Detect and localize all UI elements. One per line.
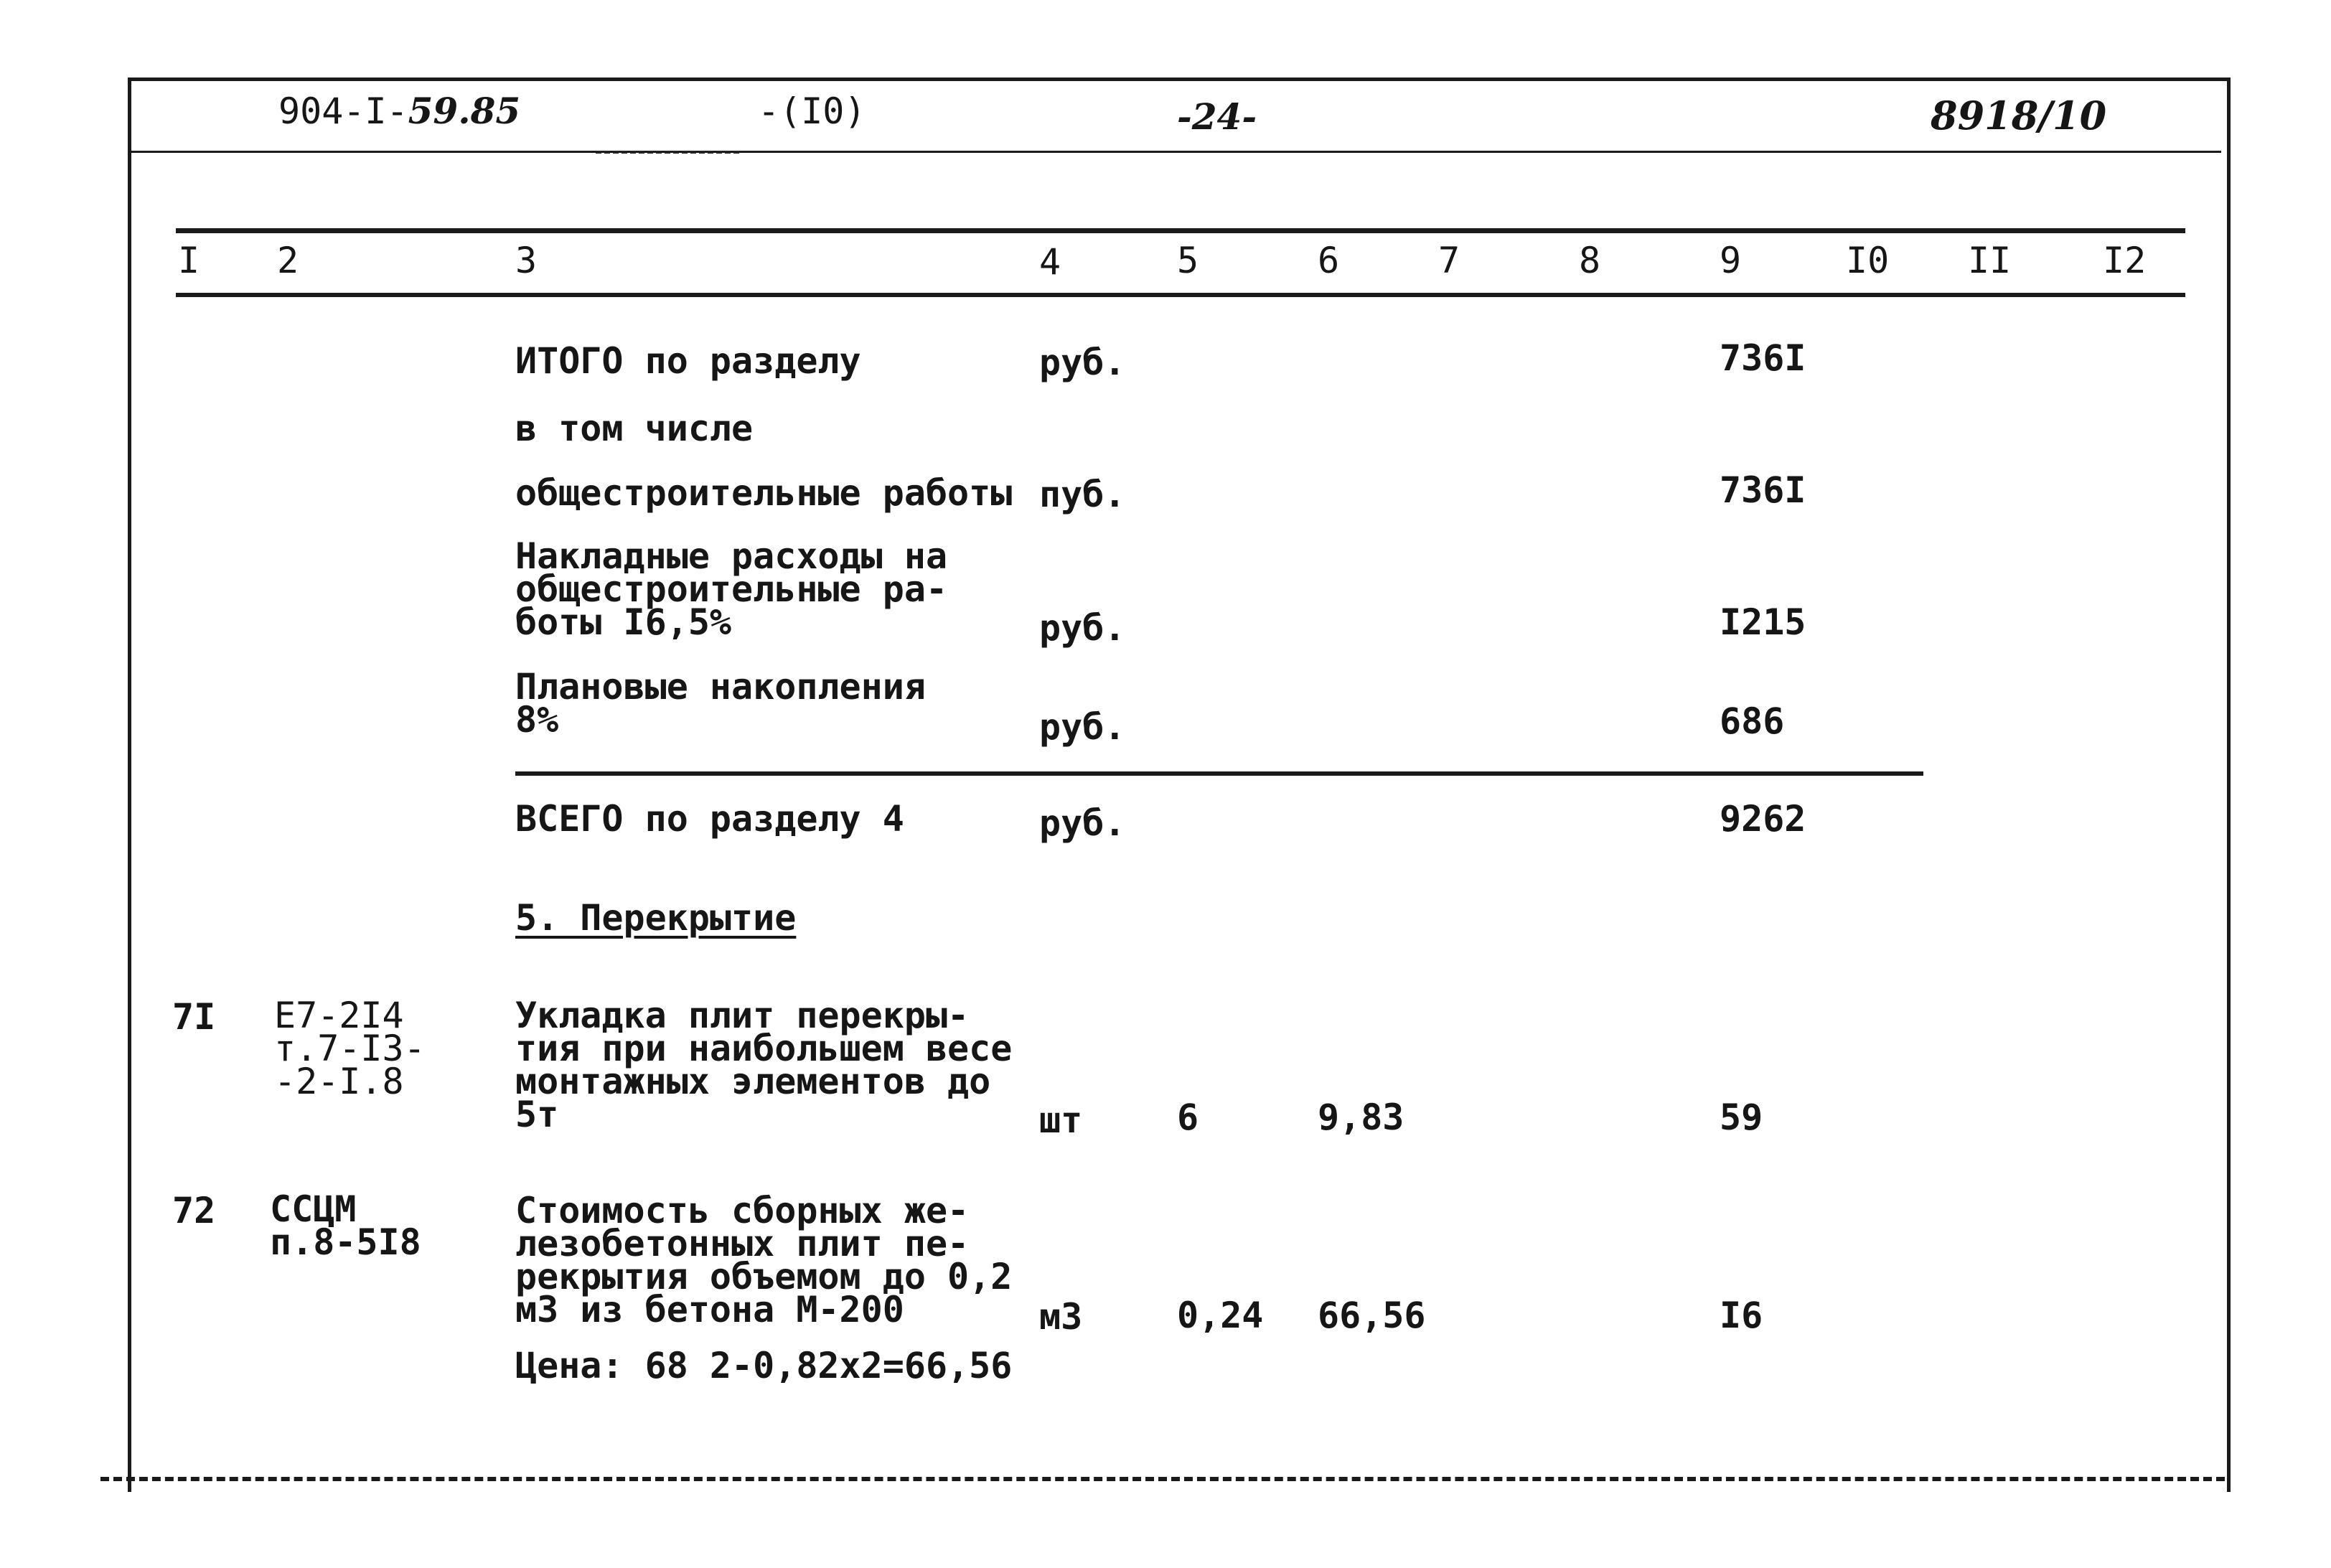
row-72-price-note: Цена: 68 2-0,82х2=66,56: [515, 1345, 1013, 1386]
overhead-unit: руб.: [1039, 607, 1126, 649]
overhead-value: I215: [1720, 601, 1806, 643]
row-72-description: Стоимость сборных же- лезобетонных плит пе- рекрытия объемом до 0,2 м3 из бетона М-200: [515, 1190, 1013, 1330]
total-unit: руб.: [1039, 342, 1126, 383]
general-works-value: 736I: [1720, 469, 1806, 511]
column-header-top-rule: [176, 228, 2185, 233]
col-2: 2: [277, 240, 299, 281]
col-5: 5: [1177, 240, 1199, 281]
page-number: -24-: [1177, 95, 1257, 138]
col-11: II: [1968, 240, 2012, 281]
header-dash: [596, 151, 739, 154]
doc-number-prefix: 904-I-: [278, 90, 408, 132]
row-71-description: Укладка плит перекры- тия при наибольшем весе монтажных элементов до 5т: [515, 995, 1013, 1135]
row-71-total: 59: [1720, 1097, 1763, 1138]
section-title: 5. Перекрытие: [515, 897, 797, 939]
column-header-bottom-rule: [176, 293, 2185, 297]
doc-number: [278, 92, 520, 131]
col-10: I0: [1846, 240, 1890, 281]
page-frame: [128, 78, 2231, 1492]
row-72-total: I6: [1720, 1295, 1763, 1336]
general-works-label: общестроительные работы: [515, 472, 1013, 514]
archive-stamp: 8918/10: [1931, 93, 2107, 139]
row-71-code: E7-2I4 т.7-I3- -2-I.8: [274, 995, 426, 1102]
planned-label: Плановые накопления 8%: [515, 666, 926, 741]
col-12: I2: [2103, 240, 2147, 281]
row-72-code: ССЦМ п.8-5I8: [270, 1188, 421, 1263]
section-code: -(I0): [758, 90, 866, 132]
row-72-unit: м3: [1039, 1296, 1083, 1338]
row-72-number: 72: [172, 1190, 216, 1231]
general-works-unit: пуб.: [1039, 474, 1126, 515]
row-71-price: 9,83: [1318, 1097, 1404, 1138]
summary-rule: [515, 771, 1923, 776]
overhead-label: Накладные расходы на общестроительные ра- боты I6,5%: [515, 535, 948, 643]
col-1: I: [178, 240, 200, 281]
planned-unit: руб.: [1039, 706, 1126, 748]
header-rule: [131, 151, 2221, 153]
col-9: 9: [1720, 240, 1742, 281]
grand-total-unit: руб.: [1039, 802, 1126, 844]
col-4: 4: [1039, 241, 1061, 283]
row-71-qty: 6: [1177, 1097, 1199, 1138]
total-label: ИТОГО по разделу: [515, 340, 861, 382]
grand-total-label: ВСЕГО по разделу 4: [515, 798, 904, 840]
col-8: 8: [1579, 240, 1601, 281]
row-71-number: 7I: [172, 996, 216, 1038]
row-72-price: 66,56: [1318, 1295, 1426, 1336]
row-71-unit: шт: [1039, 1099, 1083, 1141]
bottom-border: [100, 1477, 2225, 1481]
col-7: 7: [1438, 240, 1460, 281]
col-6: 6: [1318, 240, 1340, 281]
col-3: 3: [515, 240, 538, 281]
including-label: в том числе: [515, 408, 754, 449]
planned-value: 686: [1720, 700, 1785, 742]
doc-number-suffix: 59.85: [408, 90, 521, 132]
total-value: 736I: [1720, 337, 1806, 379]
row-72-qty: 0,24: [1177, 1295, 1264, 1336]
grand-total-value: 9262: [1720, 798, 1806, 840]
